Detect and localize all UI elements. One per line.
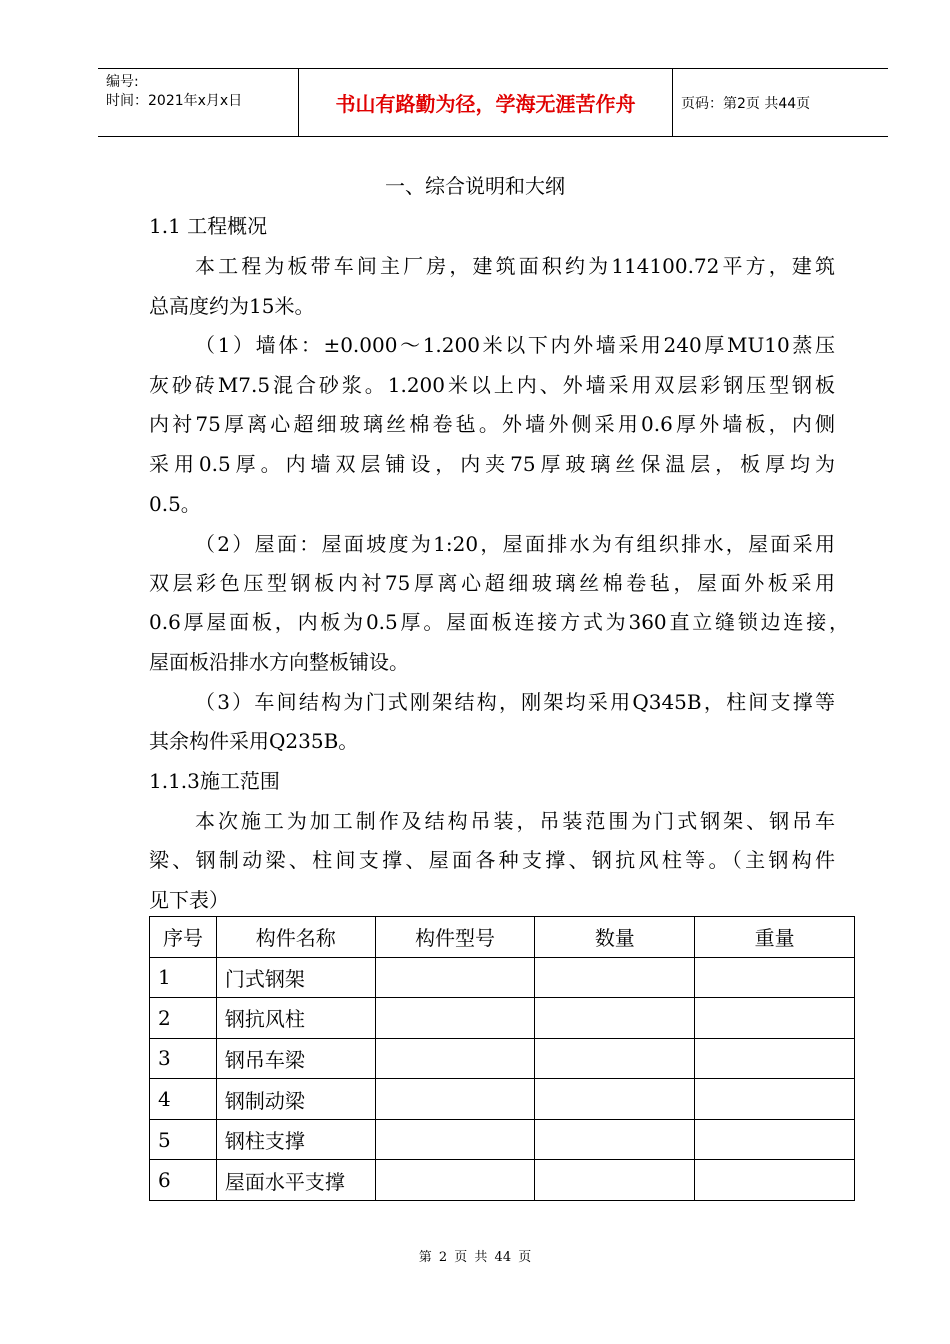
table-cell: 钢制动梁 <box>216 1079 375 1120</box>
paragraph-line: （1）墙体：±0.000～1.200米以下内外墙采用240厚MU10蒸压 <box>195 333 835 357</box>
table-cell <box>375 1160 535 1201</box>
table-row <box>150 1119 855 1160</box>
header-meta <box>98 69 299 136</box>
heading-1-1-3: 1.1.3施工范围 <box>149 769 280 793</box>
paragraph-line: 灰砂砖M7.5混合砂浆。1.200米以上内、外墙采用双层彩钢压型钢板 <box>149 373 835 397</box>
table-cell: 2 <box>150 998 217 1039</box>
table-header-row <box>150 917 855 958</box>
time-text: 时间：2021年x月x日 <box>106 93 243 109</box>
table-cell <box>375 957 535 998</box>
table-cell <box>695 957 855 998</box>
paragraph-line: 屋面板沿排水方向整板铺设。 <box>149 650 409 674</box>
table-cell: 6 <box>150 1160 217 1201</box>
table-cell: 5 <box>150 1119 217 1160</box>
table-cell <box>695 998 855 1039</box>
heading-1-1: 1.1 工程概况 <box>149 214 268 238</box>
table-cell: 3 <box>150 1038 217 1079</box>
paragraph-line: 本工程为板带车间主厂房，建筑面积约为114100.72平方，建筑 <box>195 254 835 278</box>
paragraph-line: 0.5。 <box>149 492 201 516</box>
page-footer: 第 2 页 共 44 页 <box>418 1250 532 1265</box>
header-cell: 序号 <box>150 917 217 958</box>
table-cell: 4 <box>150 1079 217 1120</box>
paragraph-line: 总高度约为15米。 <box>149 294 315 318</box>
paragraph-line: 梁、钢制动梁、柱间支撑、屋面各种支撑、钢抗风柱等。（主钢构件 <box>149 848 835 872</box>
paragraph-line: 双层彩色压型钢板内衬75厚离心超细玻璃丝棉卷毡，屋面外板采用 <box>149 571 835 595</box>
table-row <box>150 1160 855 1201</box>
paragraph-line: （2）屋面：屋面坡度为1:20，屋面排水为有组织排水，屋面采用 <box>195 532 835 556</box>
header-page-info: 页码：第2页 共44页 <box>681 95 811 112</box>
table-row <box>150 1079 855 1120</box>
table-cell <box>375 1038 535 1079</box>
header-cell: 构件名称 <box>216 917 375 958</box>
header-cell: 重量 <box>695 917 855 958</box>
table-cell <box>375 998 535 1039</box>
paragraph-line: 其余构件采用Q235B。 <box>149 729 359 753</box>
table-row <box>150 998 855 1039</box>
number-label: 编号: <box>106 74 139 90</box>
table-cell <box>535 1038 695 1079</box>
table-cell <box>375 1079 535 1120</box>
table-cell <box>535 998 695 1039</box>
paragraph-line: 见下表） <box>149 888 229 912</box>
paragraph-line: 0.6厚屋面板，内板为0.5厚。屋面板连接方式为360直立缝锁边连接， <box>149 610 849 634</box>
table-cell <box>695 1038 855 1079</box>
paragraph-line: 采用0.5厚。内墙双层铺设，内夹75厚玻璃丝保温层，板厚均为 <box>149 452 835 476</box>
page-header <box>98 68 888 137</box>
table-cell: 屋面水平支撑 <box>216 1160 375 1201</box>
paragraph-line: 内衬75厚离心超细玻璃丝棉卷毡。外墙外侧采用0.6厚外墙板，内侧 <box>149 412 835 436</box>
table-cell <box>535 1119 695 1160</box>
table-cell <box>375 1119 535 1160</box>
table-cell <box>535 957 695 998</box>
header-cell: 数量 <box>535 917 695 958</box>
section-title: 一、综合说明和大纲 <box>385 174 565 198</box>
table-cell <box>695 1160 855 1201</box>
header-motto: 书山有路勤为径，学海无涯苦作舟 <box>299 69 673 136</box>
paragraph-line: （3）车间结构为门式刚架结构，刚架均采用Q345B，柱间支撑等 <box>195 690 835 714</box>
table-cell <box>695 1119 855 1160</box>
table-cell <box>535 1160 695 1201</box>
table-cell <box>695 1079 855 1120</box>
header-cell: 构件型号 <box>375 917 535 958</box>
paragraph-line: 本次施工为加工制作及结构吊装，吊装范围为门式钢架、钢吊车 <box>195 809 835 833</box>
table-cell <box>535 1079 695 1120</box>
table-row <box>150 1038 855 1079</box>
table-cell: 钢抗风柱 <box>216 998 375 1039</box>
table-row <box>150 957 855 998</box>
table-cell: 钢柱支撑 <box>216 1119 375 1160</box>
table-cell: 门式钢架 <box>216 957 375 998</box>
table-cell: 钢吊车梁 <box>216 1038 375 1079</box>
table-cell: 1 <box>150 957 217 998</box>
steel-components-table <box>149 916 855 1201</box>
